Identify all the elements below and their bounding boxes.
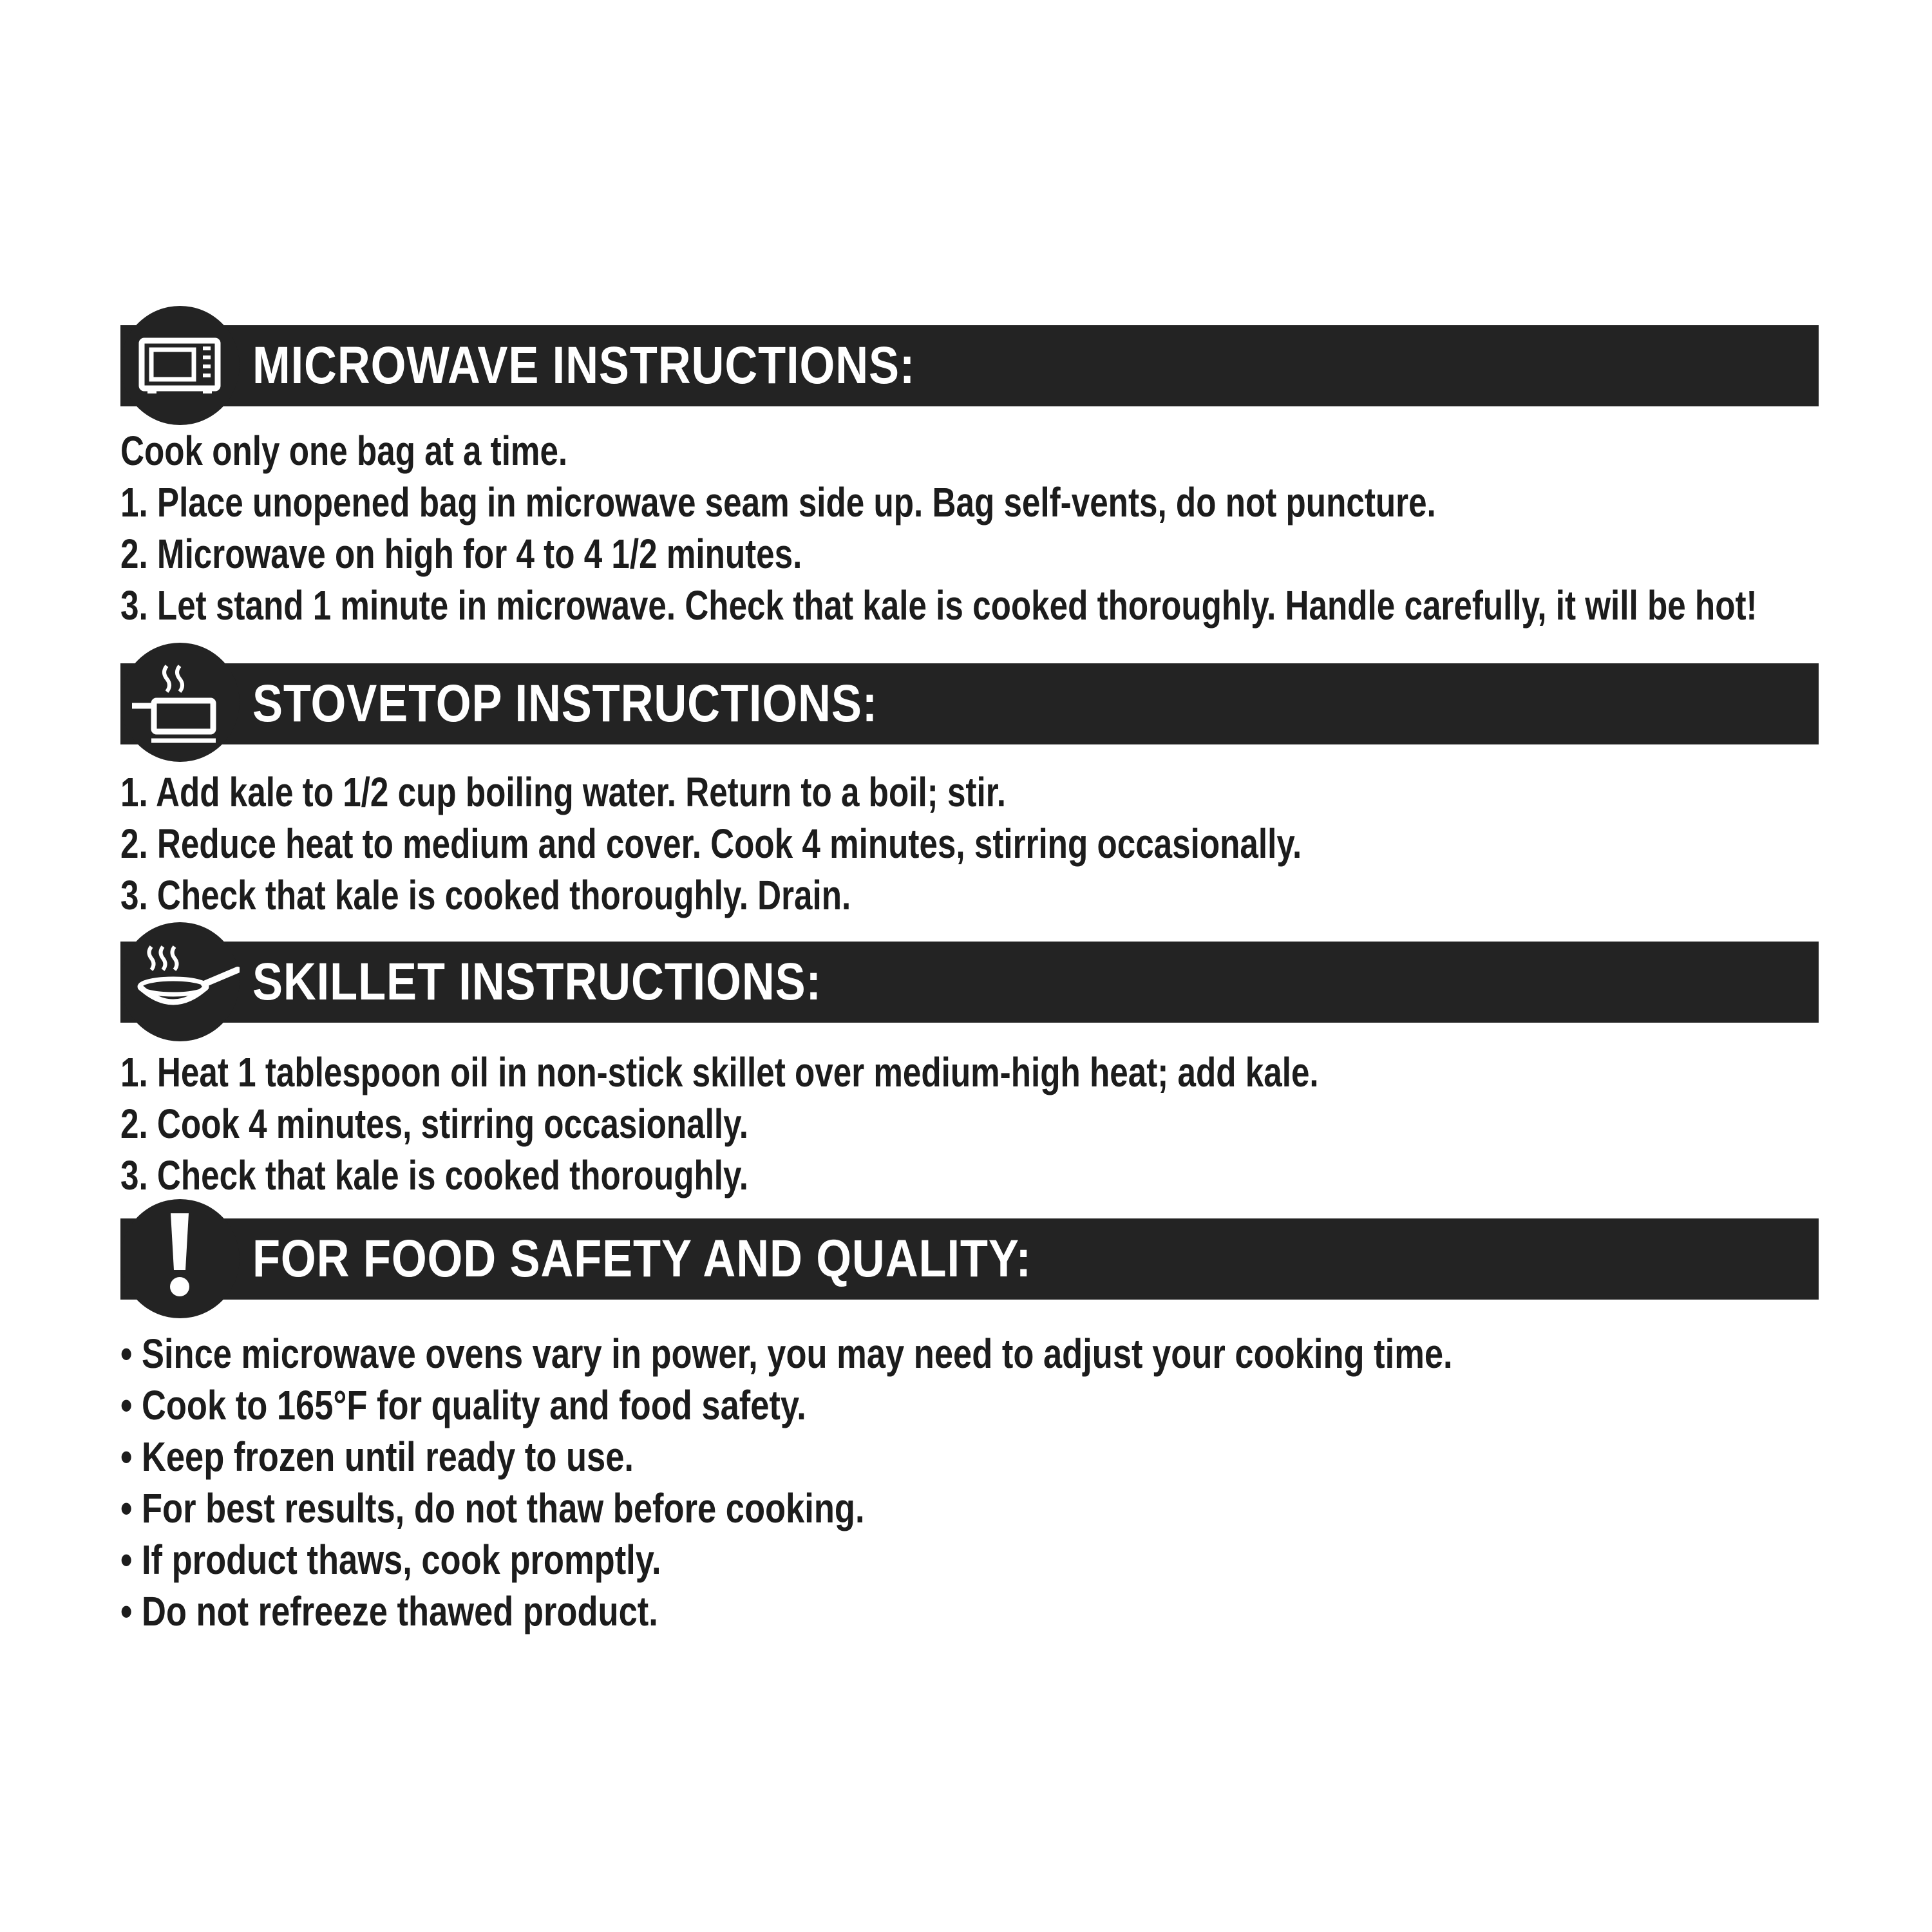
list-item: 1. Place unopened bag in microwave seam side up. Bag self-vents, do not puncture. xyxy=(120,479,1436,526)
skillet-icon xyxy=(120,922,240,1041)
list-item: • Do not refreeze thawed product. xyxy=(120,1588,658,1634)
stovetop-header-title: STOVETOP INSTRUCTIONS: xyxy=(252,674,878,733)
list-item: 2. Reduce heat to medium and cover. Cook 4 minutes, stirring occasionally. xyxy=(120,820,1302,867)
list-item: 1. Add kale to 1/2 cup boiling water. Return to a boil; stir. xyxy=(120,769,1007,815)
list-item: 3. Check that kale is cooked thoroughly. xyxy=(120,1152,748,1198)
skillet-steps xyxy=(120,1046,1618,1201)
list-item: • If product thaws, cook promptly. xyxy=(120,1537,661,1583)
food-safety-header-title: FOR FOOD SAFETY AND QUALITY: xyxy=(252,1229,1032,1288)
list-item: 3. Check that kale is cooked thoroughly. Drain. xyxy=(120,872,851,918)
list-item: • Keep frozen until ready to use. xyxy=(120,1434,634,1480)
stovetop-header-bar xyxy=(120,663,1819,744)
stovetop-steps xyxy=(120,766,1597,921)
list-item: Cook only one bag at a time. xyxy=(120,428,568,474)
microwave-icon xyxy=(120,306,240,425)
microwave-header-bar xyxy=(120,325,1819,406)
skillet-header-bar xyxy=(120,942,1819,1023)
food-safety-list xyxy=(120,1328,1745,1637)
microwave-header-title: MICROWAVE INSTRUCTIONS: xyxy=(252,336,916,395)
skillet-header-title: SKILLET INSTRUCTIONS: xyxy=(252,952,822,1011)
list-item: 1. Heat 1 tablespoon oil in non-stick skillet over medium-high heat; add kale. xyxy=(120,1049,1319,1095)
steaming-pot-icon xyxy=(120,643,240,762)
list-item: • Cook to 165°F for quality and food safety. xyxy=(120,1382,806,1428)
list-item: • For best results, do not thaw before cooking. xyxy=(120,1485,865,1531)
food-safety-header-bar xyxy=(120,1218,1819,1300)
list-item: 2. Microwave on high for 4 to 4 1/2 minutes. xyxy=(120,531,802,577)
exclamation-icon xyxy=(120,1199,240,1318)
list-item: • Since microwave ovens vary in power, you may need to adjust your cooking time. xyxy=(120,1331,1453,1377)
list-item: 3. Let stand 1 minute in microwave. Check that kale is cooked thoroughly. Handle carefully, it will be hot! xyxy=(120,582,1757,629)
list-item: 2. Cook 4 minutes, stirring occasionally. xyxy=(120,1101,748,1147)
microwave-steps xyxy=(120,425,1932,631)
